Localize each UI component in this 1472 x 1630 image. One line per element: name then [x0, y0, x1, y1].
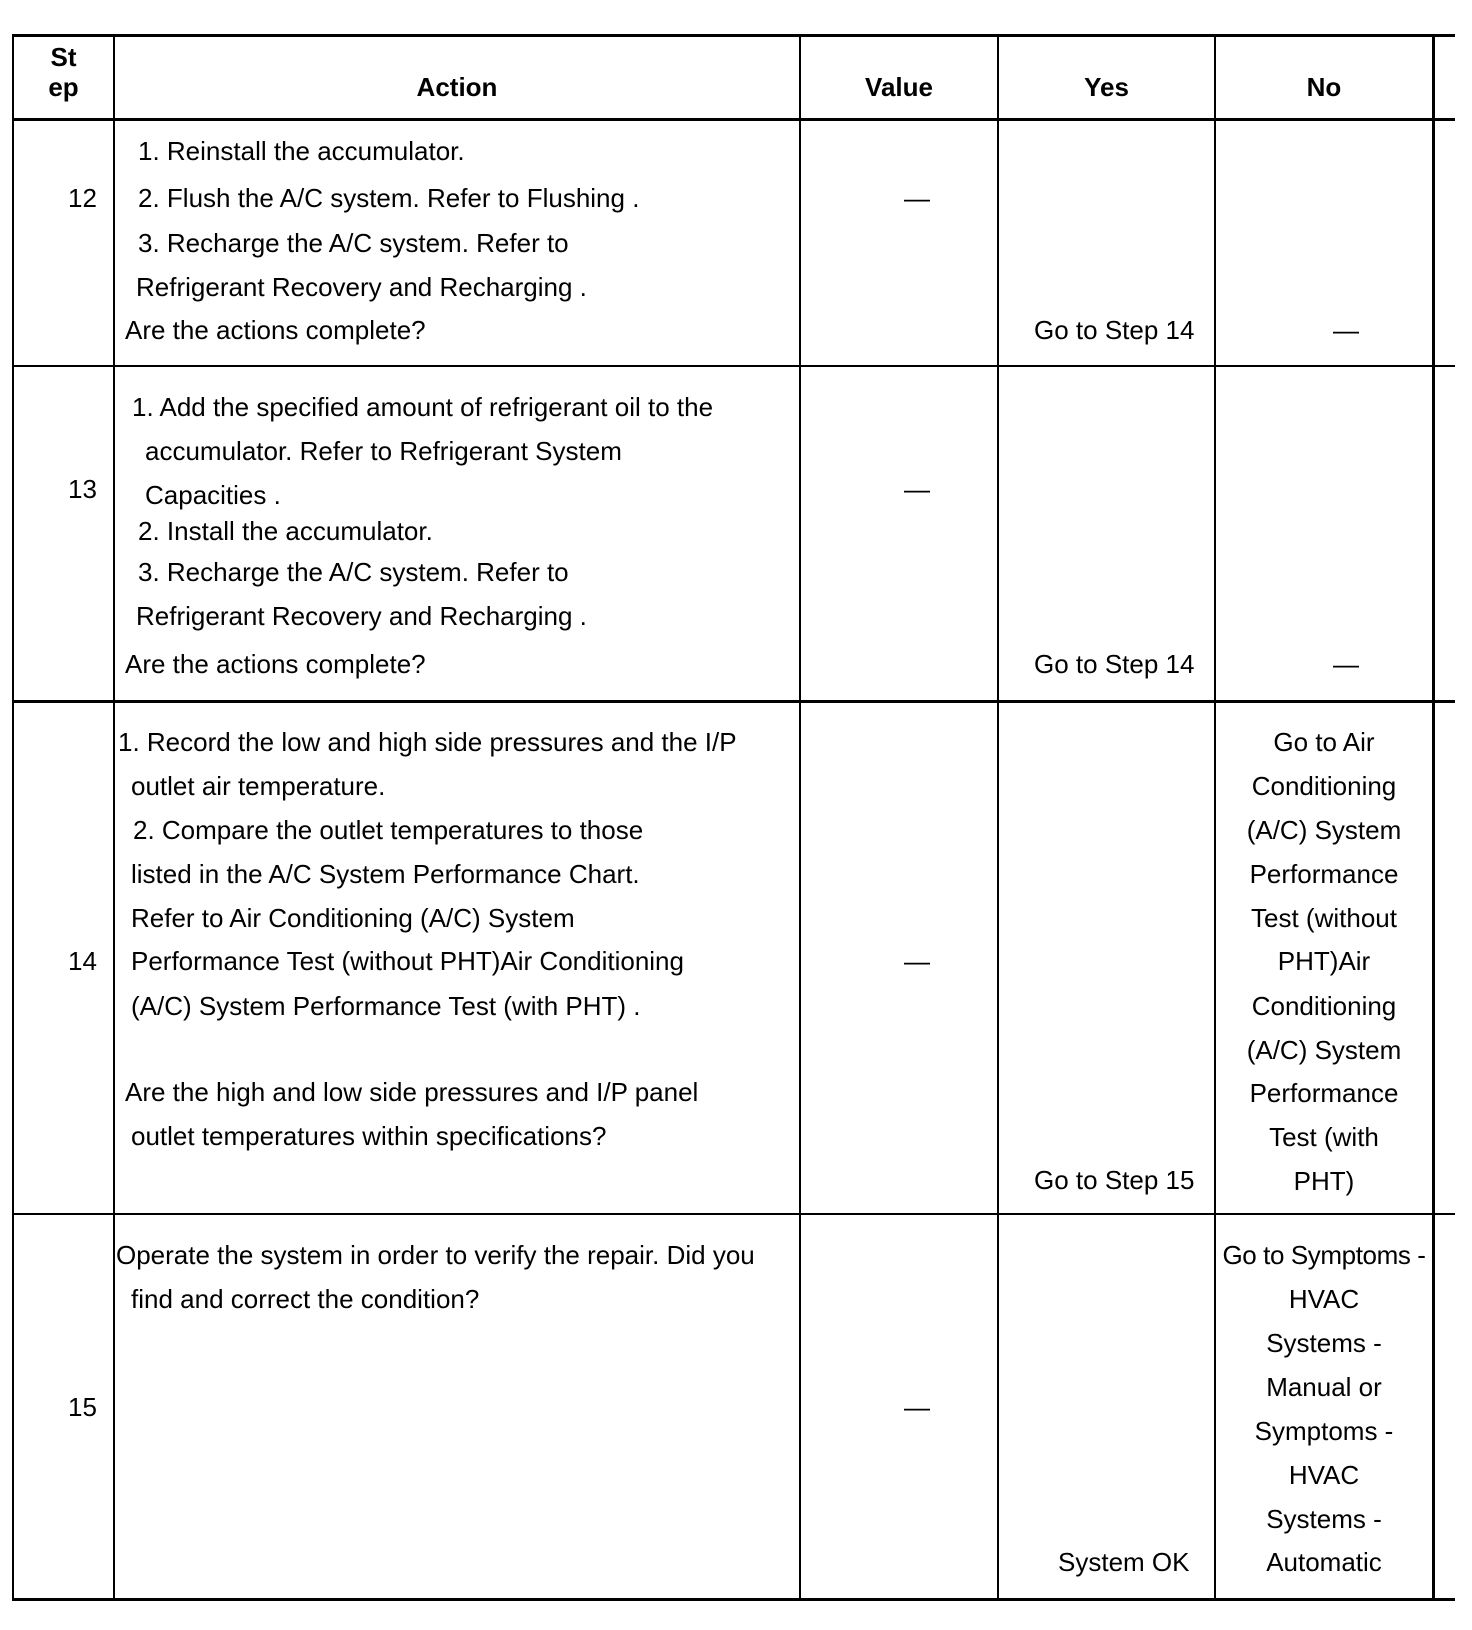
step-number: 15 [68, 1392, 97, 1422]
header-value: Value [865, 72, 933, 102]
action-line: listed in the A/C System Performance Chart. [131, 859, 640, 889]
table-rule [799, 34, 801, 1601]
action-line: Are the high and low side pressures and I/P panel [125, 1077, 699, 1107]
no-cell-line: PHT) [1293, 1166, 1355, 1196]
action-line: find and correct the condition? [131, 1284, 480, 1314]
action-line: 3. Recharge the A/C system. Refer to [138, 557, 569, 587]
action-line: 3. Recharge the A/C system. Refer to [138, 228, 569, 258]
table-rule [12, 365, 1455, 367]
no-cell-line: Test (without [1251, 903, 1397, 933]
action-line: 1. Add the specified amount of refrigerant oil to the [132, 392, 714, 422]
step-number: 12 [68, 183, 97, 213]
yes-cell: Go to Step 15 [1034, 1165, 1195, 1195]
no-cell-line: Automatic [1266, 1547, 1382, 1577]
no-cell-line: (A/C) System [1246, 815, 1402, 845]
action-line: (A/C) System Performance Test (with PHT) . [131, 991, 641, 1021]
no-cell-line: Systems - [1266, 1328, 1382, 1358]
action-line: 1. Record the low and high side pressures and the I/P [118, 727, 737, 757]
action-line: accumulator. Refer to Refrigerant System [145, 436, 622, 466]
table-rule [997, 34, 999, 1601]
no-cell-line: Manual or [1266, 1372, 1382, 1402]
action-line: Performance Test (without PHT)Air Conditioning [131, 946, 684, 976]
action-line: Refer to Air Conditioning (A/C) System [131, 903, 575, 933]
value-cell: — [904, 946, 930, 976]
action-line: Operate the system in order to verify the repair. Did you [116, 1240, 755, 1270]
no-cell-line: Performance [1249, 1078, 1399, 1108]
header-action: Action [416, 72, 498, 102]
yes-cell: System OK [1058, 1547, 1190, 1577]
action-line: Refrigerant Recovery and Recharging . [136, 272, 587, 302]
no-cell-line: Conditioning [1251, 771, 1397, 801]
table-rule [12, 700, 1455, 703]
value-cell: — [904, 474, 930, 504]
value-cell: — [904, 1392, 930, 1422]
no-cell-line: Go to Symptoms - [1222, 1240, 1426, 1270]
no-cell-line: Performance [1249, 859, 1399, 889]
table-rule [12, 1598, 1455, 1601]
action-line: Are the actions complete? [125, 649, 426, 679]
no-cell-line: Systems - [1266, 1504, 1382, 1534]
no-cell-line: (A/C) System [1246, 1035, 1402, 1065]
table-rule [113, 34, 115, 1601]
yes-cell: Go to Step 14 [1034, 315, 1195, 345]
yes-cell: Go to Step 14 [1034, 649, 1195, 679]
no-cell-line: Symptoms - [1254, 1416, 1394, 1446]
step-number: 14 [68, 946, 97, 976]
no-cell-line: HVAC [1288, 1284, 1360, 1314]
action-line: 1. Reinstall the accumulator. [138, 136, 465, 166]
header-no: No [1306, 72, 1342, 102]
action-line: 2. Flush the A/C system. Refer to Flushing . [138, 183, 640, 213]
action-line: Refrigerant Recovery and Recharging . [136, 601, 587, 631]
header-step-line-2: ep [48, 72, 79, 102]
table-rule [12, 34, 14, 1601]
action-line: 2. Install the accumulator. [138, 516, 433, 546]
table-rule [12, 1213, 1455, 1215]
action-line: Capacities . [145, 480, 281, 510]
header-step-line-1: St [50, 42, 77, 72]
header-yes: Yes [1084, 72, 1129, 102]
action-line: outlet air temperature. [131, 771, 386, 801]
table-rule [12, 118, 1455, 121]
no-cell: — [1333, 649, 1359, 679]
table-rule [1432, 34, 1435, 1601]
step-number: 13 [68, 474, 97, 504]
no-cell-line: HVAC [1288, 1460, 1360, 1490]
value-cell: — [904, 183, 930, 213]
action-line: Are the actions complete? [125, 315, 426, 345]
action-line: outlet temperatures within specifications? [131, 1121, 607, 1151]
no-cell-line: Conditioning [1251, 991, 1397, 1021]
no-cell-line: Go to Air [1273, 727, 1375, 757]
no-cell-line: Test (with [1269, 1122, 1379, 1152]
action-line: 2. Compare the outlet temperatures to those [133, 815, 644, 845]
no-cell: — [1333, 315, 1359, 345]
table-rule [12, 34, 1455, 37]
no-cell-line: PHT)Air [1277, 946, 1371, 976]
